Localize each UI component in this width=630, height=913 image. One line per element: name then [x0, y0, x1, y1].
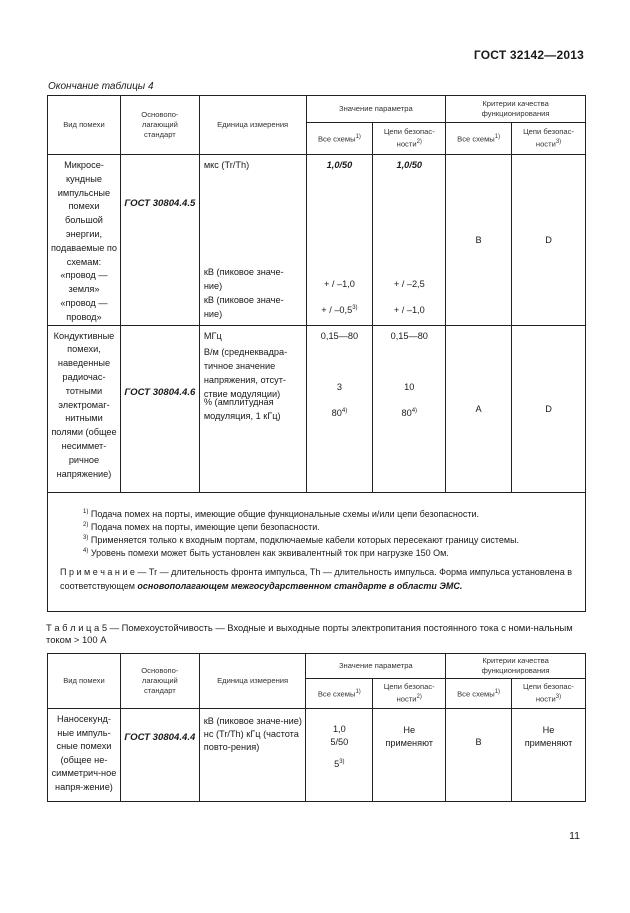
header-criteria: Критерии качества функционирования: [446, 654, 586, 679]
row1-unit: мкс (Tr/Th) кВ (пиковое значе-ние) кВ (пиковое значе-ние): [199, 155, 306, 326]
table-continuation-caption: Окончание таблицы 4: [48, 81, 154, 92]
row1-value-safety: 1,0/50 + / –2,5 + / –1,0: [373, 155, 446, 326]
row1-standard: ГОСТ 30804.4.5: [120, 155, 199, 326]
header-value: Значение параметра: [306, 96, 446, 123]
footnote: $^{1)}$ Подача помех на порты, имеющие общие функциональные схемы и/или цепи безопасности.: [83, 509, 480, 519]
header-safety-circuits: Цепи безопас-ности$^{2)}$: [373, 123, 446, 155]
t5-row1-crit-safety: Не применяют: [511, 709, 585, 802]
header-unit: Единица измерения: [199, 654, 306, 709]
header-safety-circuits: Цепи безопас-ности$^{2)}$: [373, 679, 446, 709]
header-crit-all: Все схемы$^{1)}$: [446, 679, 512, 709]
header-type: Вид помехи: [48, 654, 121, 709]
footnote: $^{2)}$ Подача помех на порты, имеющие цепи безопасности.: [83, 522, 320, 532]
table4-note: П р и м е ч а н и е — Tr — длительность фронта импульса, Th — длительность импульса. Форма импульса установлена в соответствующем основополагающем межгосударственном стандарте в области ЭМС.: [60, 567, 573, 591]
table5-caption: Т а б л и ц а 5 — Помехоустойчивость — Входные и выходные порты электропитания постоянного тока с номи-нальным током > 100 А: [46, 622, 573, 646]
row2-value-all: 0,15—80 3 80$^{4)}$: [306, 325, 373, 492]
header-unit: Единица измерения: [199, 96, 306, 155]
row2-unit: МГц В/м (среднеквадра-тичное значение напряжения, отсут-ствие модуляции) % (амплитудная модуляция, 1 кГц): [199, 325, 306, 492]
t5-row1-crit-all: B: [446, 709, 512, 802]
header-standard: Основопо-лагающий стандарт: [120, 96, 199, 155]
row1-value-all: 1,0/50 + / –1,0 + / –0,5$^{3)}$: [306, 155, 373, 326]
row2-standard: ГОСТ 30804.4.6: [120, 325, 199, 492]
header-all-schemes: Все схемы$^{1)}$: [306, 123, 373, 155]
footnote: $^{3)}$ Применяется только к входным портам, подключаемые кабели которых пересекают границу системы.: [83, 535, 520, 545]
t5-row1-type: Наносекунд-ные импуль-сные помехи (общее не-симметрич-ное напря-жение): [48, 709, 121, 802]
t5-row1-value-safety: Не применяют: [373, 709, 446, 802]
row2-type: Кондуктивные помехи, наведенные радиочас-тотными электромаг-нитными полями (общее несиммет-ричное напряжение): [48, 325, 121, 492]
table-row: [48, 709, 586, 802]
header-crit-all: Все схемы$^{1)}$: [446, 123, 512, 155]
table-row: [48, 325, 586, 492]
row1-crit-safety: D: [512, 155, 586, 326]
table-5: [47, 653, 586, 802]
table-row: [48, 155, 586, 326]
row1-type: Микросе-кундные импульсные помехи большой энергии, подаваемые по схемам: «провод — земля» «провод — провод»: [48, 155, 121, 326]
row2-crit-safety: D: [512, 325, 586, 492]
header-crit-safety: Цепи безопас-ности$^{3)}$: [512, 123, 586, 155]
t5-row1-value-all: 1,0 5/50 5$^{3)}$: [306, 709, 373, 802]
row2-crit-all: A: [446, 325, 512, 492]
header-value: Значение параметра: [306, 654, 446, 679]
header-crit-safety: Цепи безопас-ности$^{3)}$: [511, 679, 585, 709]
page-number: 11: [569, 830, 580, 842]
header-standard: Основопо-лагающий стандарт: [120, 654, 199, 709]
row1-crit-all: B: [446, 155, 512, 326]
t5-row1-unit: кВ (пиковое значе-ние) нс (Tr/Th) кГц (частота повто-рения): [199, 709, 306, 802]
header-all-schemes: Все схемы$^{1)}$: [306, 679, 373, 709]
t5-row1-standard: ГОСТ 30804.4.4: [120, 709, 199, 802]
header-type: Вид помехи: [48, 96, 121, 155]
document-code: ГОСТ 32142—2013: [473, 48, 584, 62]
row2-value-safety: 0,15—80 10 80$^{4)}$: [373, 325, 446, 492]
footnote: $^{4)}$ Уровень помехи может быть установлен как эквивалентный ток при нагрузке 150 Ом.: [83, 548, 449, 558]
header-criteria: Критерии качества функционирования: [446, 96, 586, 123]
